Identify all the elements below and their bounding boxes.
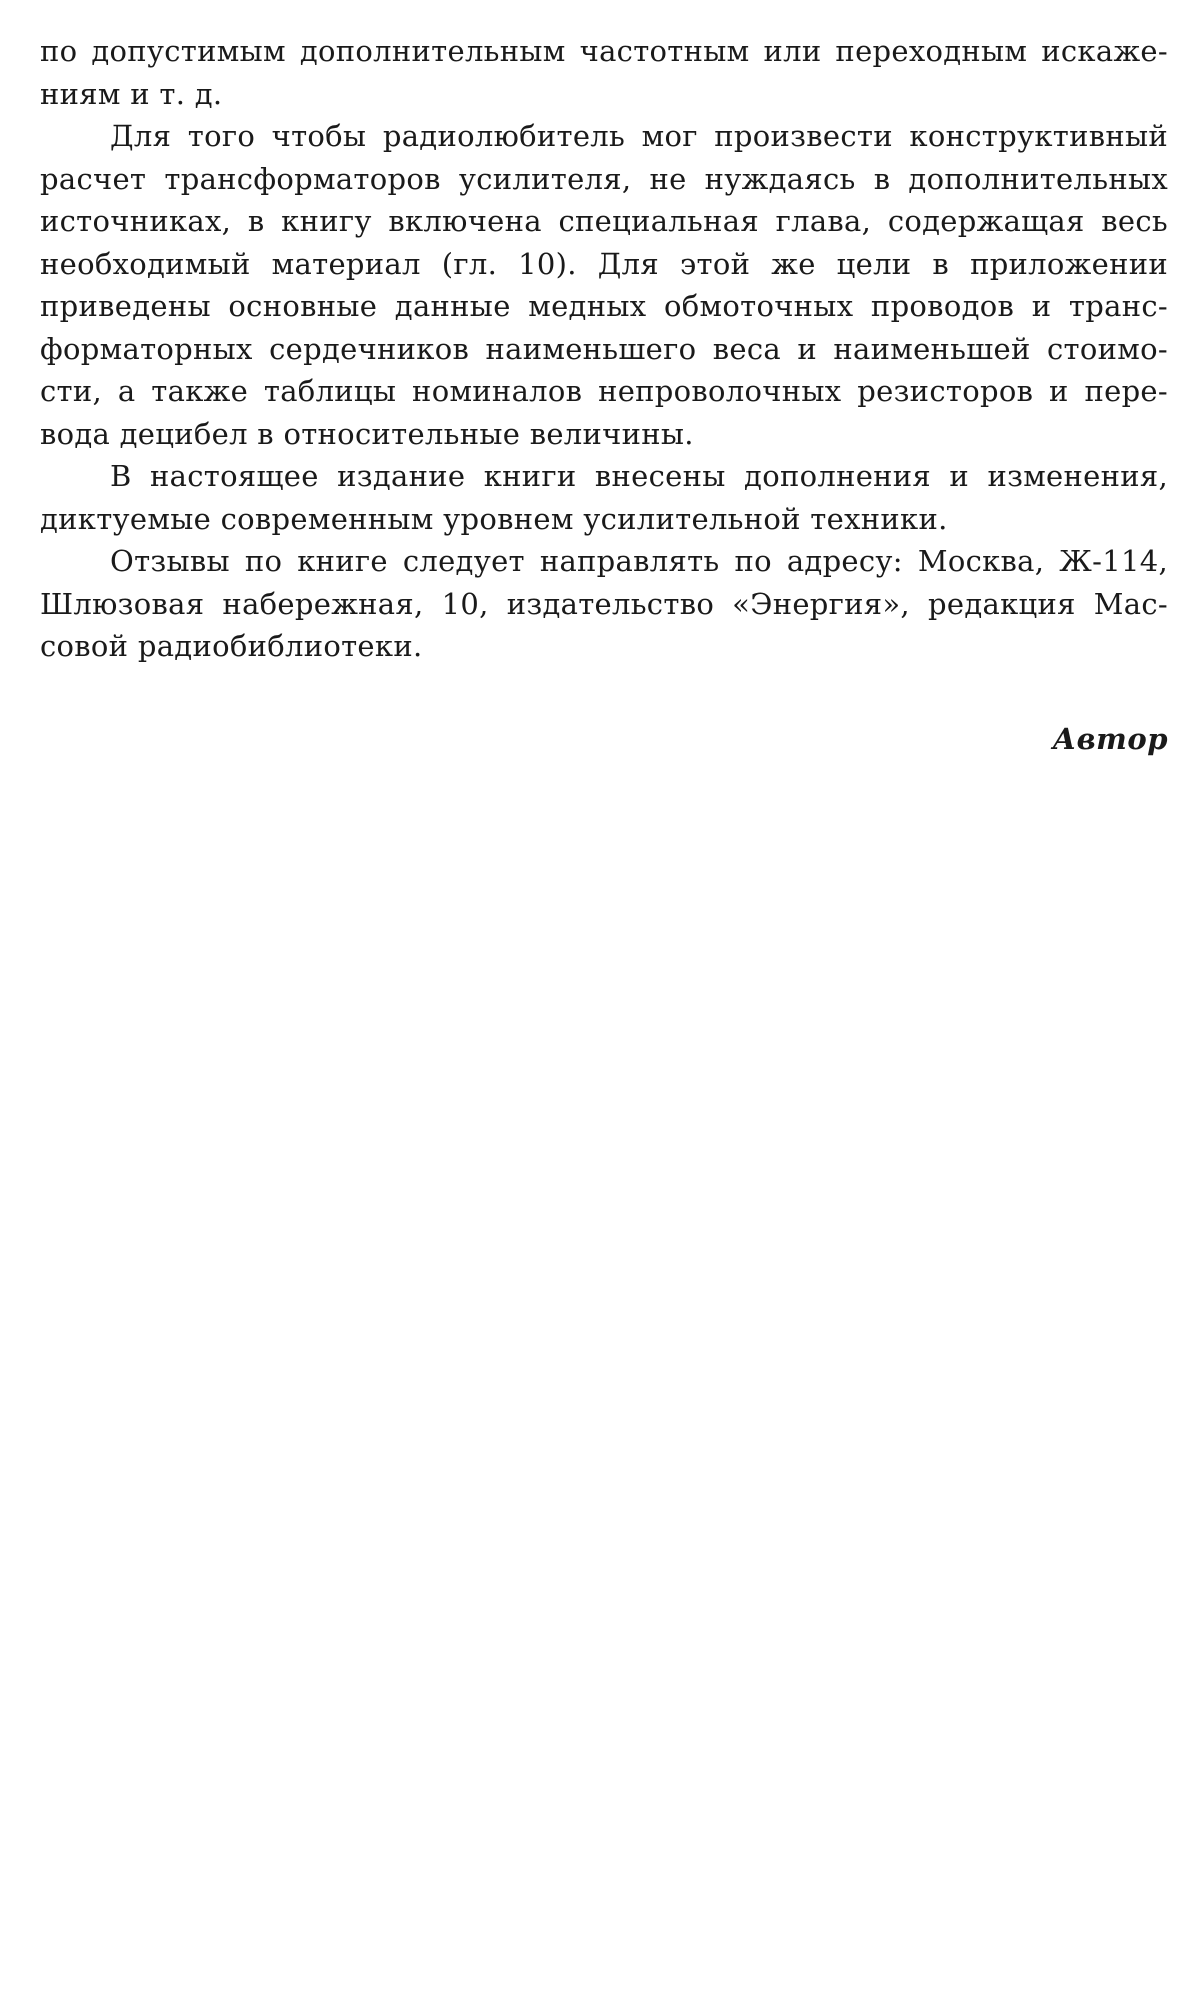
paragraph-edition-changes bbox=[40, 455, 1168, 540]
paragraph-feedback-address bbox=[40, 540, 1168, 668]
text-line: источниках, в книгу включена специальная глава, содержащая весь bbox=[40, 204, 1168, 238]
text-line: вода децибел в относительные величины. bbox=[40, 416, 694, 451]
text-line: Шлюзовая набережная, 10, издательство «Энергия», редакция Мас- bbox=[40, 586, 1168, 621]
text-line: по допустимым дополнительным частотным или переходным искаже- bbox=[40, 34, 1168, 68]
text-line: ниям и т. д. bbox=[40, 76, 223, 111]
text-line: В настоящее издание книги внесены дополнения и изменения, bbox=[110, 459, 1168, 493]
text-line: Для того чтобы радиолюбитель мог произвести конструктивный bbox=[110, 119, 1168, 153]
text-line: диктуемые современным уровнем усилительной техники. bbox=[40, 501, 948, 536]
text-line: расчет трансформаторов усилителя, не нуждаясь в дополнительных bbox=[40, 161, 1168, 196]
text-line: сти, а также таблицы номиналов непроволочных резисторов и пере- bbox=[40, 374, 1168, 408]
document-page bbox=[40, 30, 1168, 668]
paragraph-transformer-calculation bbox=[40, 115, 1168, 455]
text-line: Отзывы по книге следует направлять по адресу: Москва, Ж-114, bbox=[110, 544, 1168, 578]
paragraph-continuation bbox=[40, 30, 1168, 115]
text-line: приведены основные данные медных обмоточных проводов и транс- bbox=[40, 289, 1168, 323]
author-signature: Автор bbox=[1052, 722, 1168, 756]
text-line: форматорных сердечников наименьшего веса и наименьшей стоимо- bbox=[40, 331, 1168, 366]
text-line: необходимый материал (гл. 10). Для этой же цели в приложении bbox=[40, 246, 1168, 281]
text-line: совой радиобиблиотеки. bbox=[40, 629, 423, 663]
